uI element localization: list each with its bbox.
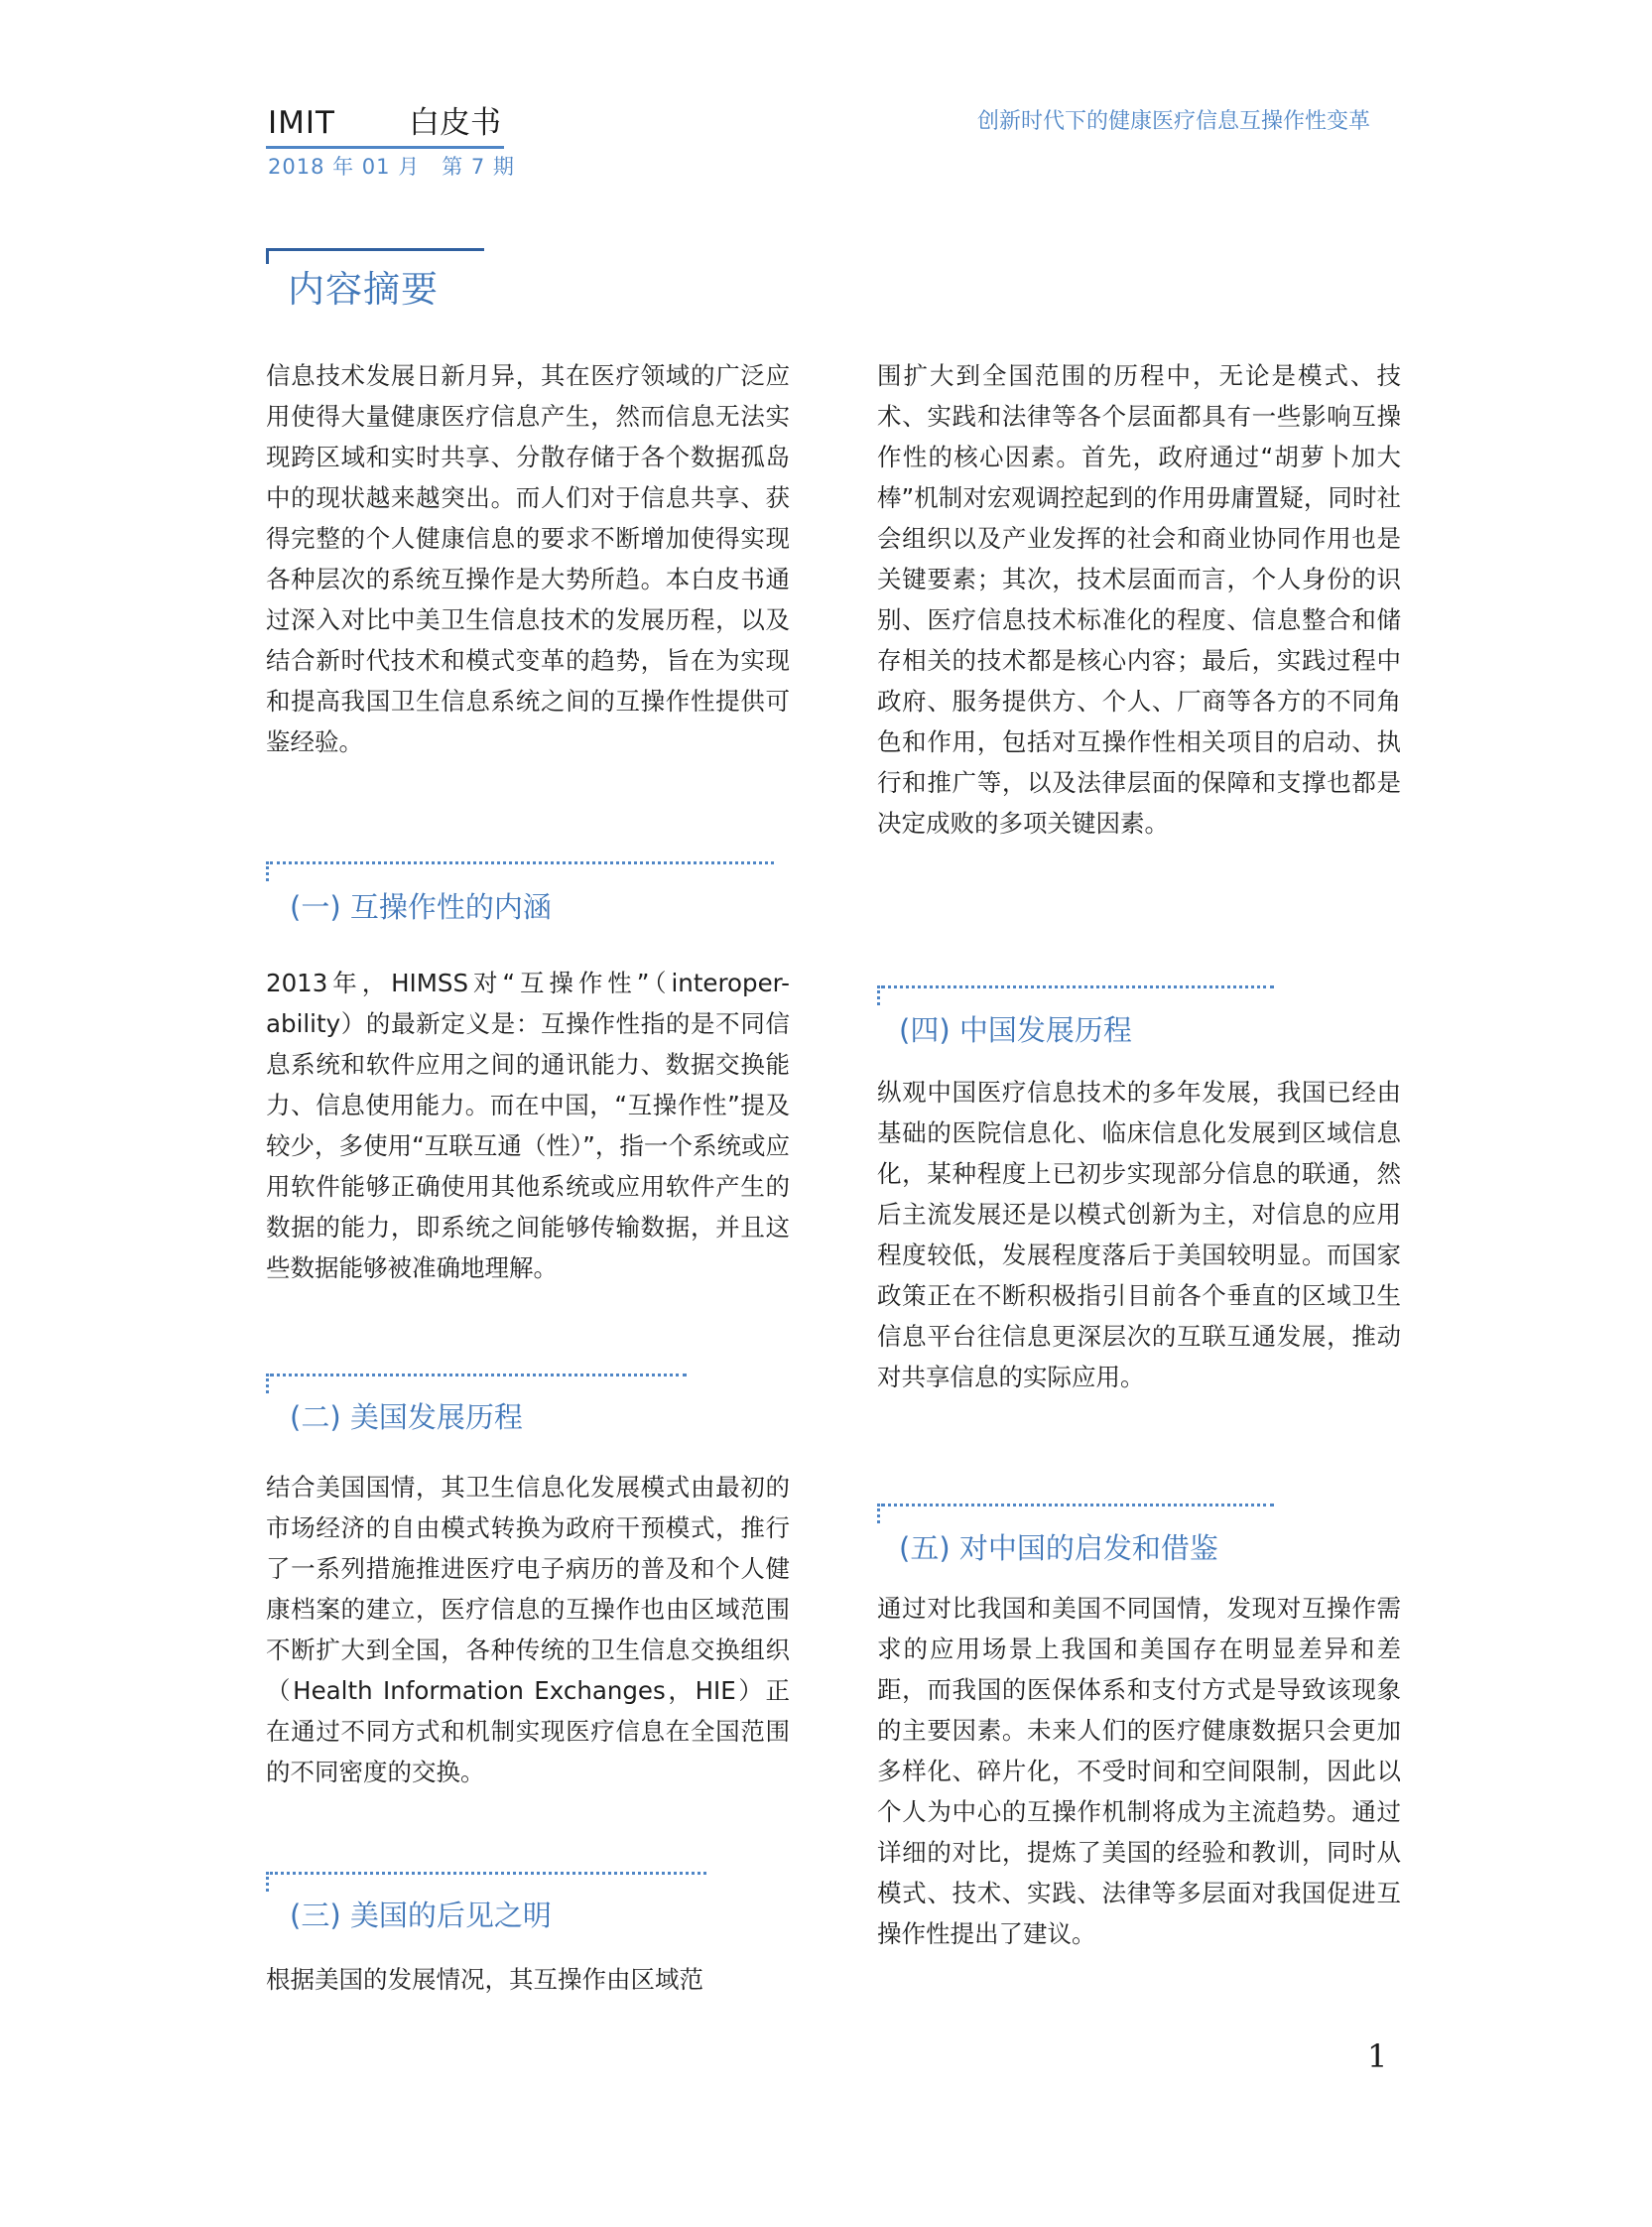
document-type: 白皮书: [409, 105, 501, 141]
brand-name: IMIT: [268, 105, 335, 141]
section-body-4: 纵观中国医疗信息技术的多年发展，我国已经由基础的医院信息化、临床信息化发展到区域信息化，某种程度上已初步实现部分信息的联通，然后主流发展还是以模式创新为主，对信息的应用程度较低，发展程度落后于美国较明显。而国家政策正在不断积极指引目前各个垂直的区域卫生信息平台往信息更深层次的互联互通发展，推动对共享信息的实际应用。: [877, 1078, 1401, 1391]
section-divider-tick: [266, 1374, 269, 1393]
section-divider-tick: [266, 861, 269, 881]
section-divider: [270, 1872, 706, 1875]
section-title-4: (四) 中国发展历程: [899, 1013, 1132, 1047]
section-body-3-continued: 围扩大到全国范围的历程中，无论是模式、技术、实践和法律等各个层面都具有一些影响互操作性的核心因素。首先，政府通过“胡萝卜加大棒”机制对宏观调控起到的作用毋庸置疑，同时社会组织以及产业发挥的社会和商业协同作用也是关键要素；其次，技术层面而言，个人身份的识别、医疗信息技术标准化的程度、信息整合和储存相关的技术都是核心内容；最后，实践过程中政府、服务提供方、个人、厂商等各方的不同角色和作用，包括对互操作性相关项目的启动、执行和推广等，以及法律层面的保障和支撑也都是决定成败的多项关键因素。: [877, 361, 1401, 838]
section-body-1: 2013年，HIMSS对“互操作性”（interoper-ability）的最新定义是：互操作性指的是不同信息系统和软件应用之间的通讯能力、数据交换能力、信息使用能力。而在中国，“互操作性”提及较少，多使用“互联互通（性）”，指一个系统或应用软件能够正确使用其他系统或应用软件产生的数据的能力，即系统之间能够传输数据，并且这些数据能够被准确地理解。: [266, 969, 790, 1282]
heading-decoration-bar: [266, 248, 484, 251]
section-title-3: (三) 美国的后见之明: [290, 1899, 552, 1932]
section-divider: [881, 1504, 1274, 1506]
section-divider: [270, 1374, 687, 1376]
section-divider-tick: [266, 1872, 269, 1892]
abstract-intro: 信息技术发展日新月异，其在医疗领域的广泛应用使得大量健康医疗信息产生，然而信息无法实现跨区域和实时共享、分散存储于各个数据孤岛中的现状越来越突出。而人们对于信息共享、获得完整的个人健康信息的要求不断增加使得实现各种层次的系统互操作是大势所趋。本白皮书通过深入对比中美卫生信息技术的发展历程，以及结合新时代技术和模式变革的趋势，旨在为实现和提高我国卫生信息系统之间的互操作性提供可鉴经验。: [266, 361, 790, 756]
section-body-5: 通过对比我国和美国不同国情，发现对互操作需求的应用场景上我国和美国存在明显差异和差距，而我国的医保体系和支付方式是导致该现象的主要因素。未来人们的医疗健康数据只会更加多样化、碎片化，不受时间和空间限制，因此以个人为中心的互操作机制将成为主流趋势。通过详细的对比，提炼了美国的经验和教训，同时从模式、技术、实践、法律等多层面对我国促进互操作性提出了建议。: [877, 1594, 1401, 1948]
section-divider: [270, 861, 774, 864]
section-title-2: (二) 美国发展历程: [290, 1400, 523, 1434]
page-number: 1: [1367, 2037, 1388, 2075]
section-body-3: 根据美国的发展情况，其互操作由区域范: [266, 1965, 703, 1994]
page-title: 内容摘要: [288, 268, 439, 311]
section-title-1: (一) 互操作性的内涵: [290, 890, 552, 924]
section-divider-tick: [877, 985, 880, 1005]
section-title-5: (五) 对中国的启发和借鉴: [899, 1531, 1218, 1565]
header-rule: [266, 146, 504, 149]
section-body-2: 结合美国国情，其卫生信息化发展模式由最初的市场经济的自由模式转换为政府干预模式，推行了一系列措施推进医疗电子病历的普及和个人健康档案的建立，医疗信息的互操作也由区域范围不断扩大到全国，各种传统的卫生信息交换组织（Health Information Exchanges，HIE）正在通过不同方式和机制实现医疗信息在全国范围的不同密度的交换。: [266, 1473, 790, 1786]
section-divider-tick: [877, 1504, 880, 1523]
heading-decoration-tick: [266, 248, 269, 264]
section-divider: [881, 985, 1274, 988]
document-topic: 创新时代下的健康医疗信息互操作性变革: [976, 109, 1370, 134]
issue-info: 2018 年 01 月 第 7 期: [268, 155, 515, 179]
